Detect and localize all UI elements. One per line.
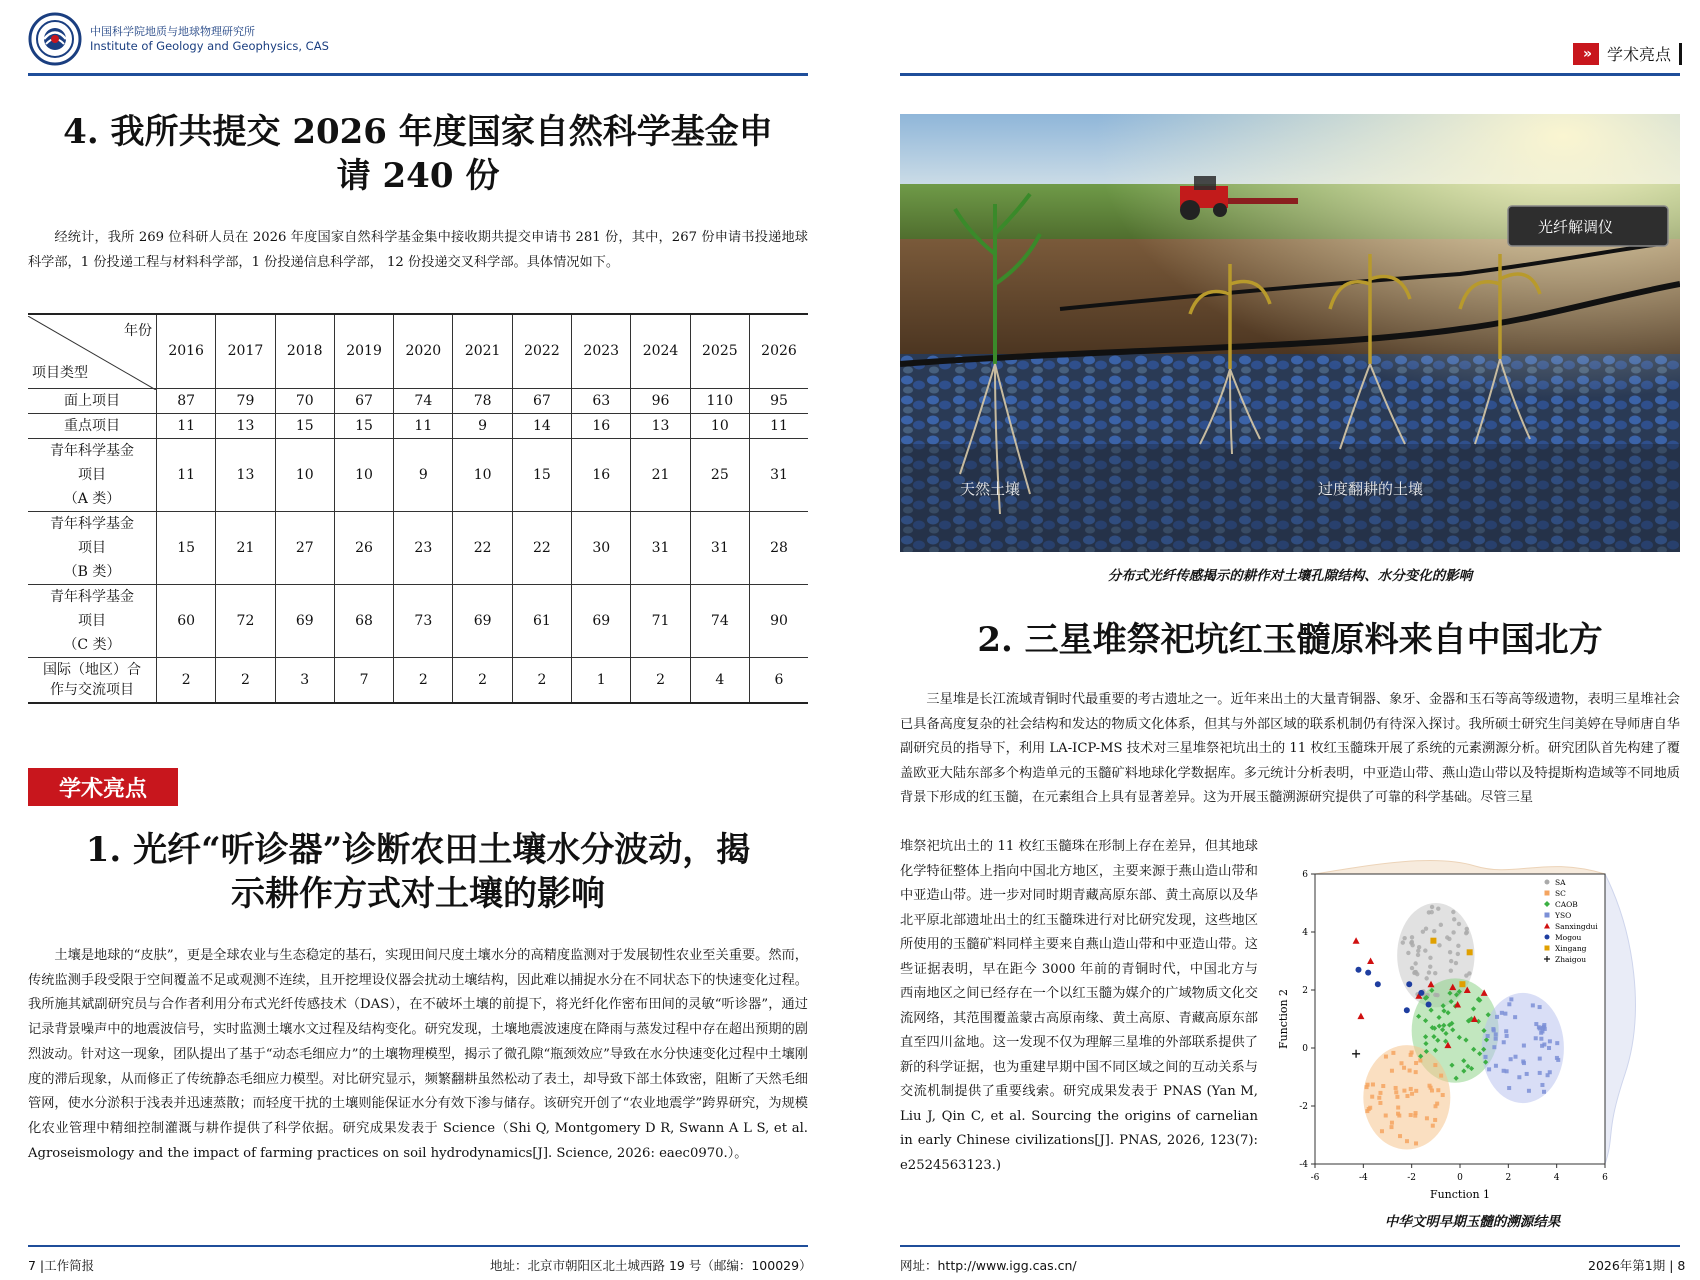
table-cell: 13 xyxy=(216,413,275,438)
data-point xyxy=(1378,1101,1382,1105)
header-rule-right xyxy=(900,73,1680,76)
data-point xyxy=(1449,968,1453,972)
table-cell: 87 xyxy=(157,388,216,413)
data-point xyxy=(1391,1051,1395,1055)
data-point xyxy=(1439,1074,1443,1078)
data-point xyxy=(1439,923,1443,927)
data-point xyxy=(1399,1061,1403,1065)
data-point xyxy=(1457,922,1461,926)
data-point xyxy=(1517,1075,1521,1079)
x-tick-label: 2 xyxy=(1505,1173,1512,1183)
mogou-point xyxy=(1418,990,1424,996)
legend-label: CAOB xyxy=(1555,900,1578,909)
data-point xyxy=(1547,1046,1551,1050)
data-point xyxy=(1430,910,1434,914)
data-point xyxy=(1410,935,1414,939)
table-cell: 10 xyxy=(453,438,512,511)
year-header: 2017 xyxy=(216,314,275,388)
data-point xyxy=(1500,1011,1504,1015)
data-point xyxy=(1418,1059,1422,1063)
table-cell: 4 xyxy=(690,657,749,703)
data-point xyxy=(1414,1070,1418,1074)
data-point xyxy=(1410,943,1414,947)
legend-label: Zhaigou xyxy=(1555,955,1587,964)
legend-label: SC xyxy=(1555,889,1566,898)
data-point xyxy=(1423,948,1427,952)
table-cell: 31 xyxy=(749,438,808,511)
data-point xyxy=(1430,1089,1434,1093)
table-cell: 63 xyxy=(572,388,631,413)
mogou-point xyxy=(1406,981,1412,987)
data-point xyxy=(1507,1086,1511,1090)
data-point xyxy=(1433,1063,1437,1067)
table-cell: 90 xyxy=(749,584,808,657)
year-header: 2026 xyxy=(749,314,808,388)
mogou-point xyxy=(1356,967,1362,973)
footer-page-label: 7 |工作简报 xyxy=(28,1258,95,1273)
table-cell: 70 xyxy=(275,388,334,413)
data-point xyxy=(1402,1066,1406,1070)
institute-name-cn: 中国科学院地质与地球物理研究所 xyxy=(90,25,255,38)
section1-title: 1. 光纤“听诊器”诊断农田土壤水分波动，揭 示耕作方式对土壤的影响 xyxy=(85,830,751,914)
data-point xyxy=(1409,1087,1413,1091)
table-corner-cell: 年份 项目类型 xyxy=(28,314,157,388)
data-point xyxy=(1540,1083,1544,1087)
mogou-point xyxy=(1426,1002,1432,1008)
data-point xyxy=(1390,1121,1394,1125)
table-cell: 11 xyxy=(749,413,808,438)
data-point xyxy=(1433,993,1437,997)
footer-url: 网址：http://www.igg.cas.cn/ xyxy=(900,1258,1077,1273)
section4-paragraph: 经统计，我所 269 位科研人员在 2026 年度国家自然科学基金集中接收期共提交申请书 281 份，其中，267 份申请书投递地球科学部，1 份投递工程与材料科学部，1 份投递信息科学部， 12 份投递交叉科学部。具体情况如下。 xyxy=(28,230,808,270)
institute-header xyxy=(28,12,329,66)
x-tick-label: -4 xyxy=(1358,1173,1368,1183)
data-point xyxy=(1491,1027,1495,1031)
section2-title: 2. 三星堆祭祀坑红玉髓原料来自中国北方 xyxy=(977,620,1603,660)
table-cell: 31 xyxy=(690,511,749,584)
y-tick-label: -4 xyxy=(1299,1160,1308,1170)
data-point xyxy=(1384,1055,1388,1059)
table-cell: 10 xyxy=(334,438,393,511)
table-cell: 2 xyxy=(512,657,571,703)
data-point xyxy=(1406,951,1410,955)
header-rule xyxy=(28,73,808,76)
table-cell: 60 xyxy=(157,584,216,657)
legend-label: Mogou xyxy=(1555,933,1582,942)
data-point xyxy=(1432,929,1436,933)
table-cell: 27 xyxy=(275,511,334,584)
table-cell: 31 xyxy=(631,511,690,584)
data-point xyxy=(1555,1056,1559,1060)
row-label: 青年科学基金 项目 （B 类） xyxy=(28,511,157,584)
table-cell: 7 xyxy=(334,657,393,703)
natural-soil-label: 天然土壤 xyxy=(960,480,1021,498)
tilled-soil-label: 过度翻耕的土壤 xyxy=(1318,480,1424,498)
year-header: 2025 xyxy=(690,314,749,388)
data-point xyxy=(1371,1082,1375,1086)
data-point xyxy=(1416,953,1420,957)
data-point xyxy=(1396,1106,1400,1110)
data-point xyxy=(1494,1064,1498,1068)
table-cell: 2 xyxy=(453,657,512,703)
figure-carnelian-provenance xyxy=(1265,852,1680,1202)
legend-marker xyxy=(1545,891,1550,896)
data-point xyxy=(1390,1125,1394,1129)
x-tick-label: 4 xyxy=(1553,1173,1560,1183)
data-point xyxy=(1365,1085,1369,1089)
table-cell: 22 xyxy=(512,511,571,584)
data-point xyxy=(1414,1061,1418,1065)
data-point xyxy=(1428,956,1432,960)
table-cell: 95 xyxy=(749,388,808,413)
table-cell: 9 xyxy=(453,413,512,438)
data-point xyxy=(1416,949,1420,953)
table-cell: 21 xyxy=(216,511,275,584)
table-cell: 11 xyxy=(157,438,216,511)
legend-marker xyxy=(1545,935,1550,940)
mogou-point xyxy=(1365,970,1371,976)
data-point xyxy=(1531,1003,1535,1007)
year-header: 2022 xyxy=(512,314,571,388)
xingang-point xyxy=(1430,938,1436,944)
data-point xyxy=(1437,943,1441,947)
table-cell: 23 xyxy=(394,511,453,584)
table-row xyxy=(28,413,808,438)
y-tick-label: 4 xyxy=(1302,928,1308,938)
data-point xyxy=(1412,971,1416,975)
data-point xyxy=(1394,1086,1398,1090)
data-point xyxy=(1494,1032,1498,1036)
table-cell: 78 xyxy=(453,388,512,413)
figure-fiber-optic-farm xyxy=(900,114,1680,552)
data-point xyxy=(1527,1089,1531,1093)
section4-title: 4. 我所共提交 2026 年度国家自然科学基金申 请 240 份 xyxy=(63,112,773,196)
table-cell: 67 xyxy=(512,388,571,413)
year-header: 2018 xyxy=(275,314,334,388)
grants-table xyxy=(28,313,808,704)
y-tick-label: -2 xyxy=(1299,1102,1308,1112)
table-cell: 2 xyxy=(631,657,690,703)
table-cell: 2 xyxy=(394,657,453,703)
table-cell: 74 xyxy=(690,584,749,657)
data-point xyxy=(1397,1114,1401,1118)
data-point xyxy=(1548,1039,1552,1043)
table-cell: 14 xyxy=(512,413,571,438)
data-point xyxy=(1433,1118,1437,1122)
y-tick-label: 6 xyxy=(1302,870,1308,880)
table-cell: 13 xyxy=(631,413,690,438)
top-density xyxy=(1315,861,1605,874)
data-point xyxy=(1425,1116,1429,1120)
row-label: 面上项目 xyxy=(28,388,157,413)
table-cell: 11 xyxy=(157,413,216,438)
table-row xyxy=(28,584,808,657)
year-header: 2016 xyxy=(157,314,216,388)
x-tick-label: -2 xyxy=(1407,1173,1417,1183)
table-cell: 30 xyxy=(572,511,631,584)
data-point xyxy=(1394,1090,1398,1094)
data-point xyxy=(1484,1055,1488,1059)
data-point xyxy=(1398,1134,1402,1138)
scatter-chart xyxy=(1265,852,1680,1202)
data-point xyxy=(1405,1094,1409,1098)
year-header: 2019 xyxy=(334,314,393,388)
table-cell: 1 xyxy=(572,657,631,703)
data-point xyxy=(1441,1093,1445,1097)
data-point xyxy=(1543,1027,1547,1031)
data-point xyxy=(1436,906,1440,910)
table-cell: 10 xyxy=(690,413,749,438)
legend-label: SA xyxy=(1555,878,1566,887)
footer-rule xyxy=(28,1245,808,1247)
data-point xyxy=(1451,910,1455,914)
legend-label: YSO xyxy=(1555,911,1572,920)
table-cell: 11 xyxy=(394,413,453,438)
institute-logo-icon xyxy=(28,12,82,66)
table-cell: 16 xyxy=(572,438,631,511)
footer-issue: 2026年第1期 | 8 xyxy=(1588,1258,1686,1273)
data-point xyxy=(1431,1124,1435,1128)
data-point xyxy=(1449,959,1453,963)
data-point xyxy=(1414,1089,1418,1093)
data-point xyxy=(1409,1113,1413,1117)
data-point xyxy=(1509,1057,1513,1061)
legend-label: Xingang xyxy=(1555,944,1587,953)
data-point xyxy=(1538,1057,1542,1061)
data-point xyxy=(1456,944,1460,948)
data-point xyxy=(1514,1055,1518,1059)
data-point xyxy=(1540,1044,1544,1048)
table-cell: 9 xyxy=(394,438,453,511)
data-point xyxy=(1377,1096,1381,1100)
data-point xyxy=(1378,1091,1382,1095)
y-axis-label: Function 2 xyxy=(1277,988,1290,1050)
data-point xyxy=(1513,1015,1517,1019)
data-point xyxy=(1503,1012,1507,1016)
table-cell: 72 xyxy=(216,584,275,657)
legend-marker xyxy=(1545,880,1550,885)
data-point xyxy=(1380,1129,1384,1133)
table-cell: 15 xyxy=(512,438,571,511)
table-cell: 74 xyxy=(394,388,453,413)
data-point xyxy=(1539,1037,1543,1041)
row-label: 青年科学基金 项目 （A 类） xyxy=(28,438,157,511)
table-cell: 16 xyxy=(572,413,631,438)
table-cell: 28 xyxy=(749,511,808,584)
data-point xyxy=(1522,1044,1526,1048)
table-header-row xyxy=(28,314,808,388)
table-cell: 68 xyxy=(334,584,393,657)
table-cell: 79 xyxy=(216,388,275,413)
data-point xyxy=(1504,1029,1508,1033)
table-cell: 6 xyxy=(749,657,808,703)
data-point xyxy=(1413,1114,1417,1118)
table-cell: 21 xyxy=(631,438,690,511)
row-label: 青年科学基金 项目 （C 类） xyxy=(28,584,157,657)
data-point xyxy=(1445,935,1449,939)
table-cell: 2 xyxy=(157,657,216,703)
data-point xyxy=(1448,950,1452,954)
data-point xyxy=(1548,1070,1552,1074)
x-axis-label: Function 1 xyxy=(1429,1188,1491,1201)
data-point xyxy=(1522,1061,1526,1065)
table-row xyxy=(28,511,808,584)
data-point xyxy=(1413,961,1417,965)
footer-address: 地址：北京市朝阳区北土城西路 19 号（邮编：100029） xyxy=(490,1258,812,1273)
data-point xyxy=(1542,1090,1546,1094)
table-cell: 15 xyxy=(334,413,393,438)
table-cell: 61 xyxy=(512,584,571,657)
table-cell: 96 xyxy=(631,388,690,413)
table-cell: 10 xyxy=(275,438,334,511)
xingang-point xyxy=(1459,981,1465,987)
legend-marker xyxy=(1545,913,1550,918)
data-point xyxy=(1456,952,1460,956)
mogou-point xyxy=(1404,1007,1410,1013)
table-cell: 67 xyxy=(334,388,393,413)
year-header: 2021 xyxy=(453,314,512,388)
data-point xyxy=(1486,1034,1490,1038)
section-tag: » 学术亮点 xyxy=(1573,42,1682,65)
data-point xyxy=(1409,1053,1413,1057)
data-point xyxy=(1509,997,1513,1001)
table-cell: 26 xyxy=(334,511,393,584)
data-point xyxy=(1465,927,1469,931)
table-row xyxy=(28,657,808,703)
data-point xyxy=(1505,1034,1509,1038)
double-chevron-icon: » xyxy=(1573,43,1599,65)
data-point xyxy=(1492,1045,1496,1049)
data-point xyxy=(1401,940,1405,944)
table-cell: 73 xyxy=(394,584,453,657)
table-cell: 13 xyxy=(216,438,275,511)
figure1-caption: 分布式光纤传感揭示的耕作对土壤孔隙结构、水分变化的影响 xyxy=(1107,568,1473,584)
data-point xyxy=(1534,1022,1538,1026)
section1-paragraph: 土壤是地球的“皮肤”，更是全球农业与生态稳定的基石，实现田间尺度土壤水分的高精度监测对于发展韧性农业至关重要。然而，传统监测手段受限于空间覆盖不足或观测不连续，且开挖埋设仪器会扰动土壤结构，因此难以捕捉水分在不同状态下的快速变化过程。我所施其斌副研究员与合作者利用分布式光纤传感技术（DAS），在不破坏土壤的前提下，将光纤化作密布田间的灵敏“听诊器”，通过记录背景噪声中的地震波信号，实时监测土壤水文过程及结构变化。研究发现，土壤地震波速度在降雨与蒸发过程中存在超出预期的剧烈波动。针对这一现象，团队提出了基于“动态毛细应力”的土壤物理模型，揭示了微孔隙“瓶颈效应”导致在水分快速变化过程中土壤刚度的滞后现象，从而修正了传统静态毛细应力模型。对比研究显示，频繁翻耕虽然松动了表土，却导致下部土体致密，阻断了天然毛细管网，使水分淤积于浅表并迅速蒸散；而轻度干扰的土壤则能保证水分有效下渗与储存。该研究开创了“农业地震学”跨界研究，为规模化农业管理中精细控制灌溉与耕作提供了科学依据。研究成果发表于 Science（Shi Q, Montgomery D R, Swann A L S, et al. Agroseismology and the impact of farming practices on soil hydrodynamics[J]. Science, 2026: eaec0970.）。 xyxy=(28,948,808,1161)
data-point xyxy=(1424,976,1428,980)
table-cell: 69 xyxy=(275,584,334,657)
data-point xyxy=(1365,1109,1369,1113)
table-cell: 15 xyxy=(157,511,216,584)
data-point xyxy=(1395,1095,1399,1099)
data-point xyxy=(1424,926,1428,930)
data-point xyxy=(1538,1071,1542,1075)
mogou-point xyxy=(1375,981,1381,987)
academic-highlights-badge: 学术亮点 xyxy=(28,768,178,806)
data-point xyxy=(1405,1139,1409,1143)
table-cell: 71 xyxy=(631,584,690,657)
table-cell: 2 xyxy=(216,657,275,703)
right-density xyxy=(1605,874,1635,1164)
year-header: 2024 xyxy=(631,314,690,388)
data-point xyxy=(1502,1069,1506,1073)
data-point xyxy=(1428,964,1432,968)
institute-name-en: Institute of Geology and Geophysics, CAS xyxy=(90,39,329,53)
data-point xyxy=(1451,930,1455,934)
data-point xyxy=(1381,1084,1385,1088)
data-point xyxy=(1410,966,1414,970)
legend-marker xyxy=(1545,946,1550,951)
data-point xyxy=(1410,1092,1414,1096)
data-point xyxy=(1507,1002,1511,1006)
data-point xyxy=(1402,1089,1406,1093)
table-cell: 110 xyxy=(690,388,749,413)
tag-bar xyxy=(1679,43,1682,65)
figure2-caption: 中华文明早期玉髓的溯源结果 xyxy=(1384,1214,1561,1230)
data-point xyxy=(1538,1005,1542,1009)
data-point xyxy=(1436,1088,1440,1092)
x-tick-label: 0 xyxy=(1457,1173,1463,1183)
section2-paragraph-full: 三星堆是长江流域青铜时代最重要的考古遗址之一。近年来出土的大量青铜器、象牙、金器和玉石等高等级遗物，表明三星堆社会已具备高度复杂的社会结构和发达的物质文化体系，但其与外部区域的联系机制仍有待深入探讨。我所硕士研究生闫美婷在导师唐自华副研究员的指导下，利用 LA-ICP-MS 技术对三星堆祭祀坑出土的 11 枚红玉髓珠开展了系统的元素溯源分析。研究团队首先构建了覆盖欧亚大陆东部多个构造单元的玉髓矿料地球化学数据库。多元统计分析表明，中亚造山带、燕山造山带以及特提斯构造域等不同地质背景下形成的红玉髓，在元素组合上具有显著差异。这为开展玉髓溯源研究提供了可靠的科学基础。尽管三星 xyxy=(900,692,1680,805)
table-cell: 69 xyxy=(572,584,631,657)
footer-rule-right xyxy=(900,1245,1680,1247)
year-header: 2023 xyxy=(572,314,631,388)
row-label: 重点项目 xyxy=(28,413,157,438)
table-cell: 22 xyxy=(453,511,512,584)
xingang-point xyxy=(1467,949,1473,955)
table-cell: 25 xyxy=(690,438,749,511)
table-row xyxy=(28,388,808,413)
x-tick-label: 6 xyxy=(1602,1173,1608,1183)
data-point xyxy=(1494,1037,1498,1041)
table-cell: 69 xyxy=(453,584,512,657)
table-row xyxy=(28,438,808,511)
row-label: 国际（地区）合 作与交流项目 xyxy=(28,657,157,703)
data-point xyxy=(1433,971,1437,975)
data-point xyxy=(1430,905,1434,909)
y-tick-label: 2 xyxy=(1302,986,1308,996)
data-point xyxy=(1370,1095,1374,1099)
table-cell: 15 xyxy=(275,413,334,438)
table-cell: 3 xyxy=(275,657,334,703)
y-tick-label: 0 xyxy=(1302,1044,1308,1054)
x-tick-label: -6 xyxy=(1310,1173,1320,1183)
data-point xyxy=(1434,1104,1438,1108)
year-header: 2020 xyxy=(394,314,453,388)
data-point xyxy=(1408,1069,1412,1073)
data-point xyxy=(1452,917,1456,921)
data-point xyxy=(1534,1036,1538,1040)
demodulator-label: 光纤解调仪 xyxy=(1538,217,1614,236)
data-point xyxy=(1464,973,1468,977)
data-point xyxy=(1487,1067,1491,1071)
section2-paragraph-narrow: 堆祭祀坑出土的 11 枚红玉髓珠在形制上存在差异，但其地球化学特征整体上指向中国北方地区，主要来源于燕山造山带和中亚造山带。进一步对同时期青藏高原东部、黄土高原以及华北平原北部遗址出土的红玉髓珠进行对比研究发现，这些地区所使用的玉髓矿料同样主要来自燕山造山带和中亚造山带。这些证据表明，早在距今 3000 年前的青铜时代，中国北方与西南地区之间已经存在一个以红玉髓为媒介的广域物质文化交流网络，其范围覆盖蒙古高原南缘、黄土高原、青藏高原东部直至四川盆地。这一发现不仅为理解三星堆的外部联系提供了新的科学证据，也为重建早期中国不同区域之间的互动关系与交流机制提供了重要线索。研究成果发表于 PNAS (Yan M, Liu J, Qin C, et al. Sourcing the origins of carnelian in early Chinese civilizations[J]. PNAS, 2026, 123(7): e2524563123.) xyxy=(900,839,1258,1173)
legend-label: Sanxingdui xyxy=(1555,922,1598,931)
data-point xyxy=(1454,961,1458,965)
data-point xyxy=(1502,1040,1506,1044)
data-point xyxy=(1525,1072,1529,1076)
data-point xyxy=(1402,936,1406,940)
data-point xyxy=(1427,970,1431,974)
data-point xyxy=(1495,1015,1499,1019)
data-point xyxy=(1555,1041,1559,1045)
data-point xyxy=(1390,1069,1394,1073)
data-point xyxy=(1414,1141,1418,1145)
data-point xyxy=(1384,1114,1388,1118)
